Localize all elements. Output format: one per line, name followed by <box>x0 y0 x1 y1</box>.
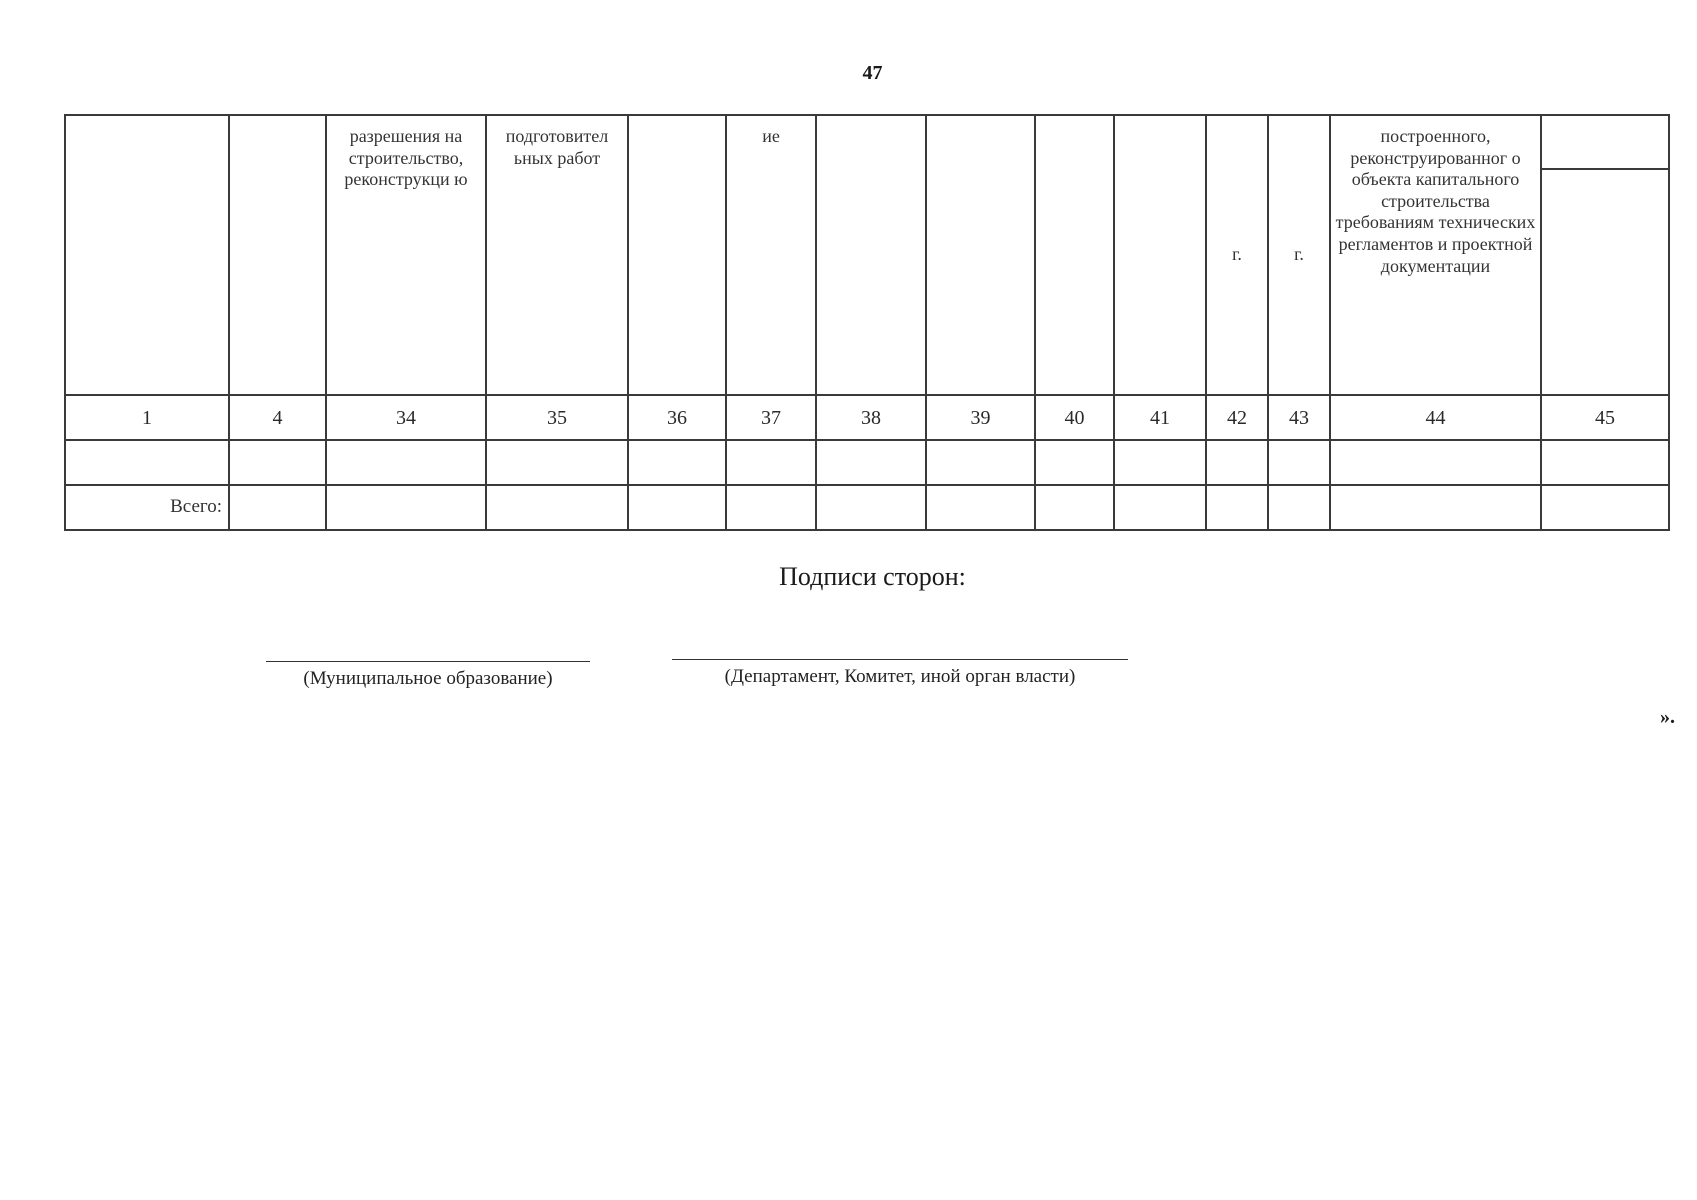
header-cell-37: ие <box>726 115 816 395</box>
header-cell-1 <box>65 115 229 395</box>
column-number: 43 <box>1268 395 1330 440</box>
signature-line <box>672 659 1128 660</box>
table-cell <box>1330 440 1541 485</box>
signature-caption: (Муниципальное образование) <box>303 668 553 689</box>
header-cell-44: построенного, реконструированног о объекта капитального строительства требованиям технических регламентов и проектной документации <box>1330 115 1541 395</box>
page-number: 47 <box>862 62 883 84</box>
table-cell <box>926 440 1035 485</box>
column-number: 36 <box>628 395 726 440</box>
signature-municipality <box>266 661 590 690</box>
total-cell <box>1330 485 1541 530</box>
table-cell <box>486 440 628 485</box>
column-number: 39 <box>926 395 1035 440</box>
total-cell <box>1268 485 1330 530</box>
total-cell <box>1035 485 1114 530</box>
header-cell-34: разрешения на строительство, реконструкци ю <box>326 115 486 395</box>
report-table <box>64 114 1670 531</box>
header-cell-41 <box>1114 115 1206 395</box>
table-header-row <box>65 115 1669 395</box>
header-cell-40 <box>1035 115 1114 395</box>
table-cell <box>1114 440 1206 485</box>
total-cell <box>229 485 326 530</box>
header-cell-36 <box>628 115 726 395</box>
total-label: Всего: <box>65 485 229 530</box>
column-number: 1 <box>65 395 229 440</box>
header-cell-43: г. <box>1268 115 1330 395</box>
table-cell <box>628 440 726 485</box>
total-cell <box>926 485 1035 530</box>
table-cell <box>229 440 326 485</box>
closing-quote-mark: ». <box>1660 706 1675 728</box>
table-cell <box>1268 440 1330 485</box>
column-number: 40 <box>1035 395 1114 440</box>
header-cell-39 <box>926 115 1035 395</box>
signatures-title: Подписи сторон: <box>779 562 966 591</box>
column-number: 42 <box>1206 395 1268 440</box>
total-cell <box>726 485 816 530</box>
column-number: 4 <box>229 395 326 440</box>
total-cell <box>628 485 726 530</box>
column-number: 38 <box>816 395 926 440</box>
header-cell-45-top <box>1542 116 1668 170</box>
signature-department <box>672 659 1128 688</box>
table-row <box>65 440 1669 485</box>
total-cell <box>1206 485 1268 530</box>
header-cell-42: г. <box>1206 115 1268 395</box>
total-cell <box>326 485 486 530</box>
column-number: 44 <box>1330 395 1541 440</box>
header-cell-38 <box>816 115 926 395</box>
total-cell <box>486 485 628 530</box>
header-cell-45 <box>1541 115 1669 395</box>
total-cell <box>1541 485 1669 530</box>
header-cell-35: подготовител ьных работ <box>486 115 628 395</box>
column-number: 35 <box>486 395 628 440</box>
total-cell <box>816 485 926 530</box>
table-cell <box>1206 440 1268 485</box>
signature-line <box>266 661 590 662</box>
column-number: 45 <box>1541 395 1669 440</box>
table-cell <box>726 440 816 485</box>
column-number: 41 <box>1114 395 1206 440</box>
table-cell <box>1541 440 1669 485</box>
header-cell-4 <box>229 115 326 395</box>
column-numbers-row <box>65 395 1669 440</box>
table-cell <box>816 440 926 485</box>
table-cell <box>326 440 486 485</box>
column-number: 37 <box>726 395 816 440</box>
total-row <box>65 485 1669 530</box>
total-cell <box>1114 485 1206 530</box>
signature-caption: (Департамент, Комитет, иной орган власти) <box>724 666 1076 687</box>
table-cell <box>65 440 229 485</box>
table-cell <box>1035 440 1114 485</box>
column-number: 34 <box>326 395 486 440</box>
